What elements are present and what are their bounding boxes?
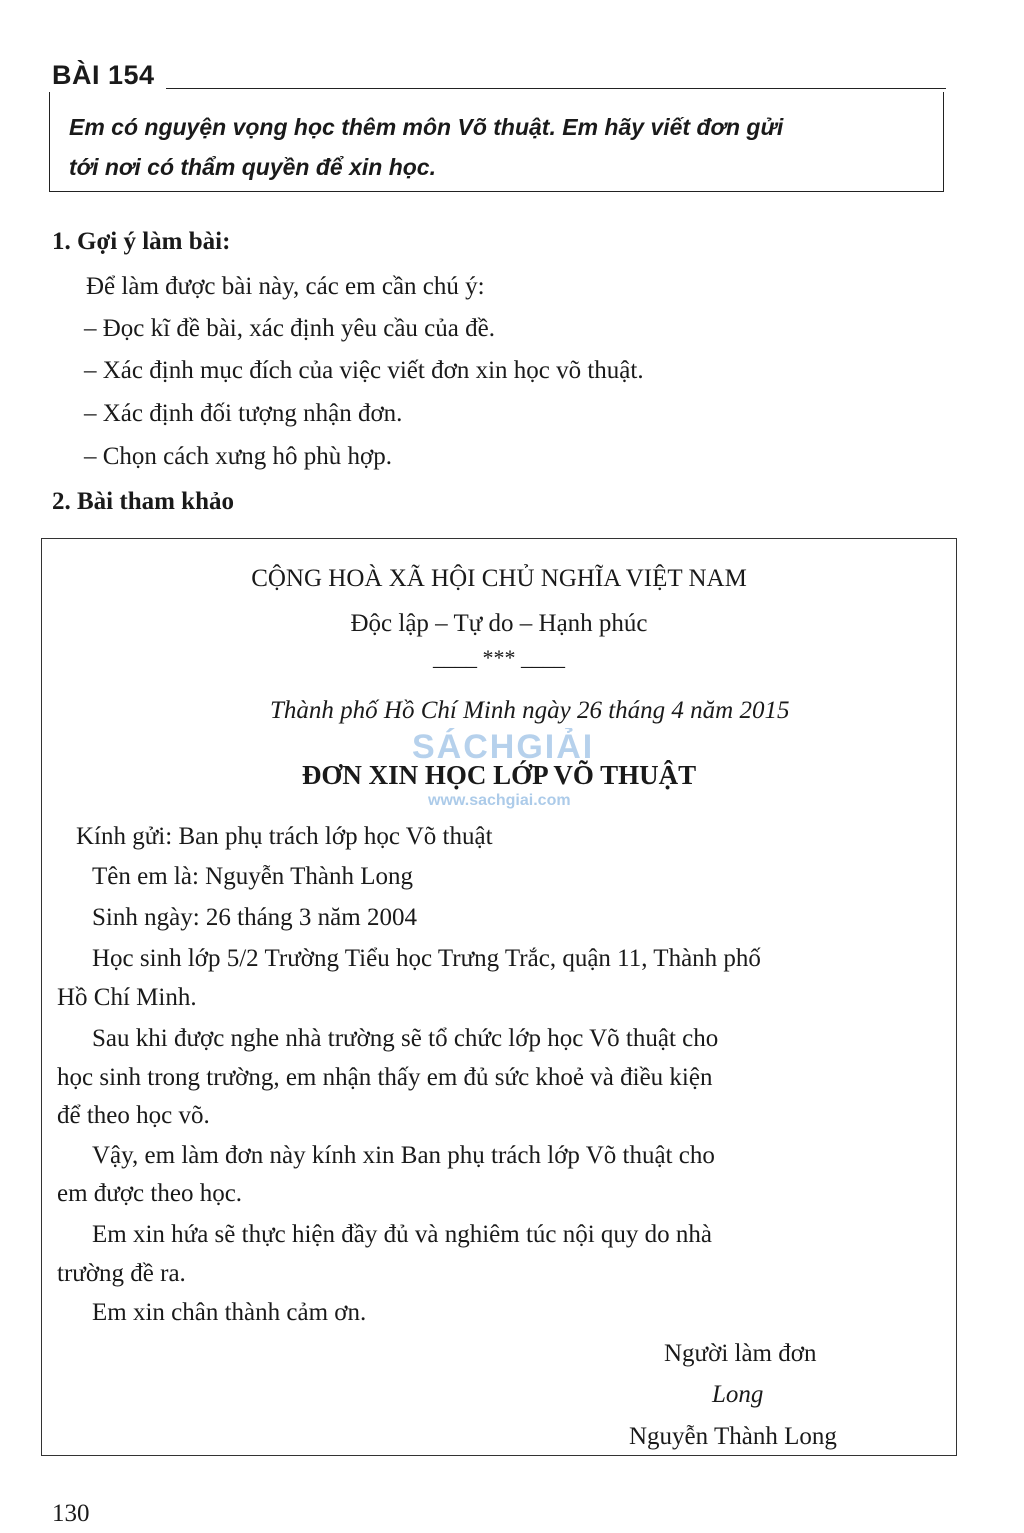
watermark-url: www.sachgiai.com bbox=[428, 792, 571, 809]
letter-name-line: Tên em là: Nguyễn Thành Long bbox=[92, 863, 413, 890]
letter-paragraph-line: Sau khi được nghe nhà trường sẽ tổ chức lớp học Võ thuật cho bbox=[92, 1025, 719, 1052]
signature: Long bbox=[712, 1381, 764, 1408]
hint-item: – Đọc kĩ đề bài, xác định yêu cầu của đề. bbox=[84, 315, 495, 342]
letter-paragraph-line: Em xin hứa sẽ thực hiện đầy đủ và nghiêm túc nội quy do nhà bbox=[92, 1221, 713, 1248]
signer-label: Người làm đơn bbox=[664, 1340, 817, 1367]
letter-thanks: Em xin chân thành cảm ơn. bbox=[92, 1299, 367, 1326]
national-title: CỘNG HOÀ XÃ HỘI CHỦ NGHĨA VIỆT NAM bbox=[251, 565, 747, 592]
hint-item: – Xác định mục đích của việc viết đơn xin học võ thuật. bbox=[84, 357, 644, 384]
letter-paragraph-line: học sinh trong trường, em nhận thấy em đủ sức khoẻ và điều kiện bbox=[57, 1064, 713, 1091]
motto-divider: ____ *** ____ bbox=[433, 645, 565, 670]
watermark-logo: SÁCHGIẢI bbox=[412, 728, 595, 766]
letter-school-line: Hồ Chí Minh. bbox=[57, 984, 197, 1011]
letter-paragraph-line: Vậy, em làm đơn này kính xin Ban phụ trách lớp Võ thuật cho bbox=[92, 1142, 715, 1169]
letter-recipient: Kính gửi: Ban phụ trách lớp học Võ thuật bbox=[76, 823, 493, 850]
signer-name: Nguyễn Thành Long bbox=[629, 1423, 837, 1450]
prompt-line-1: Em có nguyện vọng học thêm môn Võ thuật. Em hãy viết đơn gửi bbox=[69, 114, 784, 140]
national-motto: Độc lập – Tự do – Hạnh phúc bbox=[350, 610, 648, 637]
lesson-label: BÀI 154 bbox=[52, 60, 155, 90]
letter-date-line: Thành phố Hồ Chí Minh ngày 26 tháng 4 năm 2015 bbox=[270, 697, 790, 724]
hint-item: – Chọn cách xưng hô phù hợp. bbox=[84, 443, 392, 470]
letter-paragraph-line: trường đề ra. bbox=[57, 1260, 186, 1287]
section2-heading: 2. Bài tham khảo bbox=[52, 488, 234, 515]
letter-paragraph-line: để theo học võ. bbox=[57, 1102, 210, 1129]
prompt-line-2: tới nơi có thẩm quyền để xin học. bbox=[69, 154, 436, 180]
hint-item: – Xác định đối tượng nhận đơn. bbox=[84, 400, 403, 427]
letter-dob-line: Sinh ngày: 26 tháng 3 năm 2004 bbox=[92, 904, 417, 931]
letter-school-line: Học sinh lớp 5/2 Trường Tiểu học Trưng Trắc, quận 11, Thành phố bbox=[92, 945, 761, 972]
page-number: 130 bbox=[52, 1500, 90, 1527]
letter-title: ĐƠN XIN HỌC LỚP VÕ THUẬT bbox=[301, 760, 697, 790]
letter-paragraph-line: em được theo học. bbox=[57, 1180, 243, 1207]
section1-intro: Để làm được bài này, các em cần chú ý: bbox=[86, 273, 485, 300]
section1-heading: 1. Gợi ý làm bài: bbox=[52, 228, 231, 255]
header-rule bbox=[166, 88, 946, 89]
